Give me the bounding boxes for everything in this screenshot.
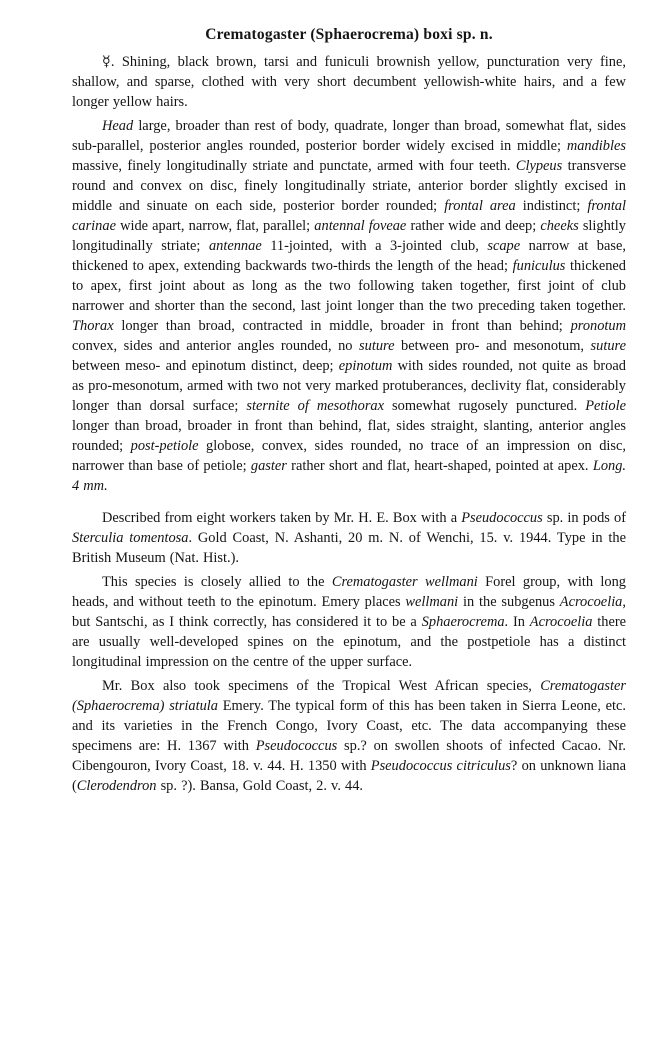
term-cheeks: cheeks [540,218,579,234]
species-title: Crematogaster (Sphaerocrema) boxi sp. n. [205,26,493,43]
term-suture-2: suture [590,338,626,354]
length-measurement: Long. 4 mm. [72,458,626,494]
genus-pseudococcus: Pseudococcus [461,510,543,526]
term-frontal-area: frontal area [444,198,516,214]
term-scape: scape [487,238,521,254]
term-pronotum: pronotum [570,318,626,334]
affinity-paragraph: This species is closely allied to the Crematogaster wellmani Forel group, with long heads, and without teeth to the epinotum. Emery places wellmani in the subgenus Acrocoelia, but Santschi, as I think correctly, has considered it to be a Sphaerocrema. In Acrocoelia there are usually well-developed spines on the epinotum, and the postpetiole has a distinct longitudinal impression on the centre of the upper surface. [72,574,627,670]
term-funiculus: funiculus [512,258,566,274]
term-post-petiole: post-petiole [130,438,199,454]
genus-clerodendron: Clerodendron [76,778,157,794]
subgenus-acrocoelia: Acrocoelia [559,594,623,610]
term-petiole: Petiole [585,398,626,414]
species-pseudococcus-citriculus: Pseudococcus citriculus [370,758,511,774]
worker-sex-symbol: ☿ [102,54,111,70]
species-striatula: Crematogaster (Sphaerocrema) striatula [72,678,626,714]
host-plant-sterculia: Sterculia tomentosa [72,530,189,546]
genus-pseudococcus-2: Pseudococcus [255,738,338,754]
term-epinotum: epinotum [338,358,393,374]
term-antennae: antennae [208,238,262,254]
subgenus-acrocoelia-2: Acrocoelia [529,614,593,630]
species-wellmani: Crematogaster wellmani [331,574,478,590]
term-head: Head [102,118,134,134]
term-frontal-carinae: frontal carinae [72,198,627,234]
term-antennal-foveae: antennal foveae [314,218,407,234]
term-gaster: gaster [250,458,287,474]
description-paragraph: ☿. Shining, black brown, tarsi and funiculi brownish yellow, puncturation very fine, shallow, and sparse, clothed with very short decumbent yellowish-white hairs, and a few longer yellow hairs. [72,54,626,110]
morphology-paragraph: Head large, broader than rest of body, quadrate, longer than broad, somewhat flat, sides sub-parallel, posterior angles rounded, posterior border widely excised in middle; mandibles massive, finely longitudinally striate and punctate, armed with four teeth. Clypeus transverse round and convex on disc, finely longitudinally striate, anterior border slightly excised in middle and sinuate on each side, posterior border rounded; frontal area indistinct; frontal carinae wide apart, narrow, flat, parallel; antennal foveae rather wide and deep; cheeks slightly longitudinally striate; antennae 11-jointed, with a 3-jointed club, scape narrow at base, thickened to apex, extending backwards two-thirds the length of the head; funiculus thickened to apex, first joint about as long as the two following taken together, first joint of club narrower and shorter than the second, last joint longer than the two preceding taken together. Thorax longer than broad, contracted in middle, broader in front than behind; pronotum convex, sides and anterior angles rounded, no suture between pro- and mesonotum, suture between meso- and epinotum distinct, deep; epinotum with sides rounded, not quite as broad as pro-mesonotum, armed with two not very marked protuberances, declivity flat, considerably longer than dorsal surface; sternite of mesothorax somewhat rugosely punctured. Petiole longer than broad, broader in front than behind, flat, sides straight, slanting, anterior angles rounded; post-petiole globose, convex, sides rounded, no trace of an impression on disc, narrower than base of petiole; gaster rather short and flat, heart-shaped, pointed at apex. Long. 4 mm. [72,118,627,494]
type-material-paragraph: Described from eight workers taken by Mr. H. E. Box with a Pseudococcus sp. in pods of Sterculia tomentosa. Gold Coast, N. Ashanti, 20 m. N. of Wenchi, 15. v. 1944. Type in the British Museum (Nat. Hist.). [72,510,626,566]
term-suture: suture [359,338,395,354]
name-wellmani: wellmani [405,594,459,610]
term-clypeus: Clypeus [515,158,563,174]
term-thorax: Thorax [72,318,114,334]
term-sternite: sternite of mesothorax [246,398,385,414]
term-mandibles: mandibles [566,138,626,154]
additional-specimens-paragraph: Mr. Box also took specimens of the Tropical West African species, Crematogaster (Sphaerocrema) striatula Emery. The typical form of this has been taken in Sierra Leone, etc. and its varieties in the French Congo, Ivory Coast, etc. The data accompanying these specimens are: H. 1367 with Pseudococcus sp.? on swollen shoots of infected Cacao. Nr. Cibengouron, Ivory Coast, 18. v. 44. H. 1350 with Pseudococcus citriculus? on unknown liana (Clerodendron sp. ?). Bansa, Gold Coast, 2. v. 44. [72,678,626,794]
subgenus-sphaerocrema: Sphaerocrema [421,614,505,630]
